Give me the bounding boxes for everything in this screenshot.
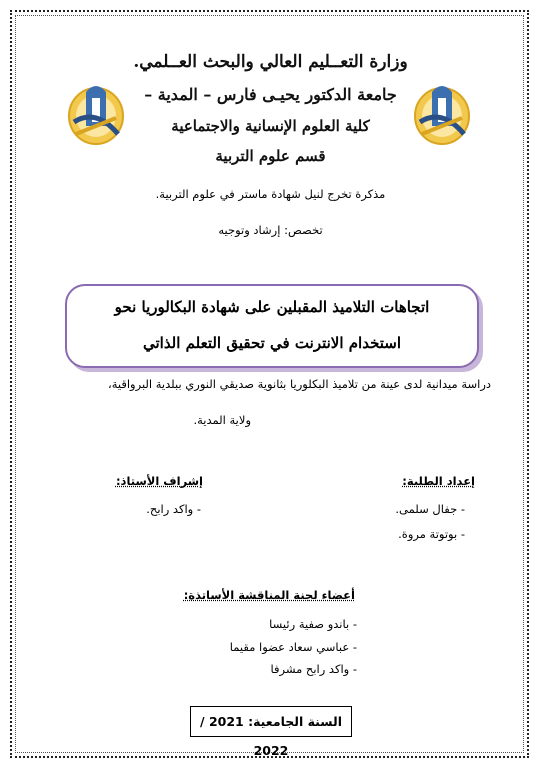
- thesis-title-box: [65, 284, 479, 368]
- supervisor-label: إشراف الأستاذ:: [115, 474, 203, 488]
- committee-member: - واكد رابح مشرفا: [270, 662, 357, 676]
- academic-year: السنة الجامعية: 2021 / 2022: [190, 706, 352, 737]
- ministry-name: وزارة التعــليم العالي والبحث العــلمي.: [133, 52, 408, 72]
- specialty: تخصص: إرشاد وتوجيه: [218, 223, 323, 237]
- thesis-title-line1: اتجاهات التلاميذ المقبلين على شهادة البكالوريا نحو: [114, 298, 430, 316]
- committee-member: - عباسي سعاد عضوا مقيما: [229, 640, 357, 654]
- study-description-line1: دراسة ميدانية لدى عينة من تلاميذ البكلوريا بثانوية صديقي النوري ببلدية البرواقية،: [108, 377, 491, 391]
- department-name: قسم علوم التربية: [215, 147, 326, 165]
- memo-description: مذكرة تخرج لنيل شهادة ماستر في علوم التربية.: [155, 187, 386, 201]
- committee-label: أعضاء لجنة المناقشة الأساتذة:: [183, 588, 355, 602]
- supervisor-name: - واكد رابح.: [146, 502, 201, 516]
- faculty-name: كلية العلوم الإنسانية والاجتماعية: [171, 117, 370, 135]
- study-description-line2: ولاية المدية.: [193, 413, 251, 427]
- university-name: جامعة الدكتور يحيـى فارس – المدية –: [144, 85, 397, 104]
- committee-member: - باندو صفية رئيسا: [269, 617, 357, 631]
- thesis-title-line2: استخدام الانترنت في تحقيق التعلم الذاتي: [142, 334, 402, 352]
- students-label: إعداد الطلبة:: [402, 474, 475, 488]
- student-name: - بوتوتة مروة.: [398, 527, 465, 541]
- student-name: - جفال سلمى.: [395, 502, 465, 516]
